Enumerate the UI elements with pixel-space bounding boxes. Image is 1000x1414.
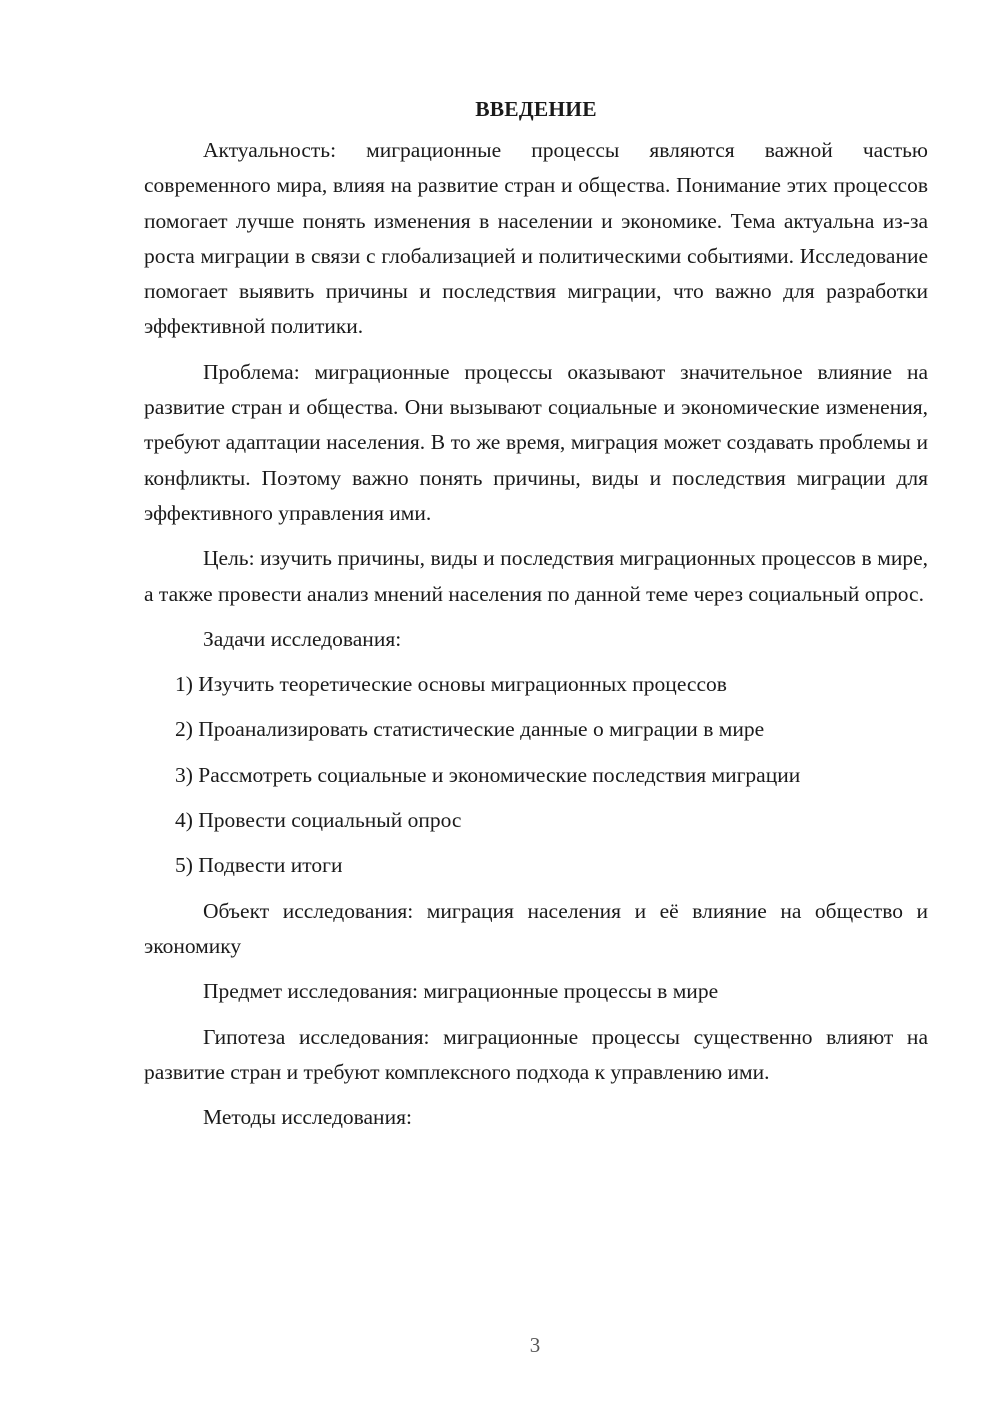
actuality-paragraph: Актуальность: миграционные процессы являются важной частью современного мира, влияя на развитие стран и общества. Понимание этих процессов помогает лучше понять изменения в населении и экономике. Тема актуальна из-за роста миграции в связи с глобализацией и политическими событиями. Исследование помогает выявить причины и последствия миграции, что важно для разработки эффективной политики. bbox=[144, 138, 928, 339]
subject-paragraph: Предмет исследования: миграционные процессы в мире bbox=[203, 979, 719, 1004]
methods-heading: Методы исследования: bbox=[203, 1105, 412, 1130]
document-page bbox=[144, 92, 928, 1145]
list-item: 4) Провести социальный опрос bbox=[175, 808, 462, 833]
list-item: 2) Проанализировать статистические данные о миграции в мире bbox=[175, 717, 765, 742]
tasks-list bbox=[144, 667, 928, 883]
list-item: 5) Подвести итоги bbox=[175, 853, 343, 878]
page-number: 3 bbox=[529, 1333, 541, 1357]
list-item: 1) Изучить теоретические основы миграционных процессов bbox=[175, 672, 727, 697]
list-item: 3) Рассмотреть социальные и экономические последствия миграции bbox=[175, 762, 801, 787]
page-title: ВВЕДЕНИЕ bbox=[475, 97, 597, 121]
hypothesis-paragraph: Гипотеза исследования: миграционные процессы существенно влияют на развитие стран и требуют комплексного подхода к управлению ими. bbox=[144, 1024, 928, 1084]
tasks-heading: Задачи исследования: bbox=[203, 626, 402, 651]
object-paragraph: Объект исследования: миграция населения и её влияние на общество и экономику bbox=[144, 898, 928, 958]
problem-paragraph: Проблема: миграционные процессы оказывают значительное влияние на развитие стран и общества. Они вызывают социальные и экономические изменения, требуют адаптации населения. В то же время, миграция может создавать проблемы и конфликты. Поэтому важно понять причины, виды и последствия миграции для эффективного управления ими. bbox=[144, 359, 928, 525]
goal-paragraph: Цель: изучить причины, виды и последствия миграционных процессов в мире, а также провести анализ мнений населения по данной теме через социальный опрос. bbox=[144, 546, 928, 606]
